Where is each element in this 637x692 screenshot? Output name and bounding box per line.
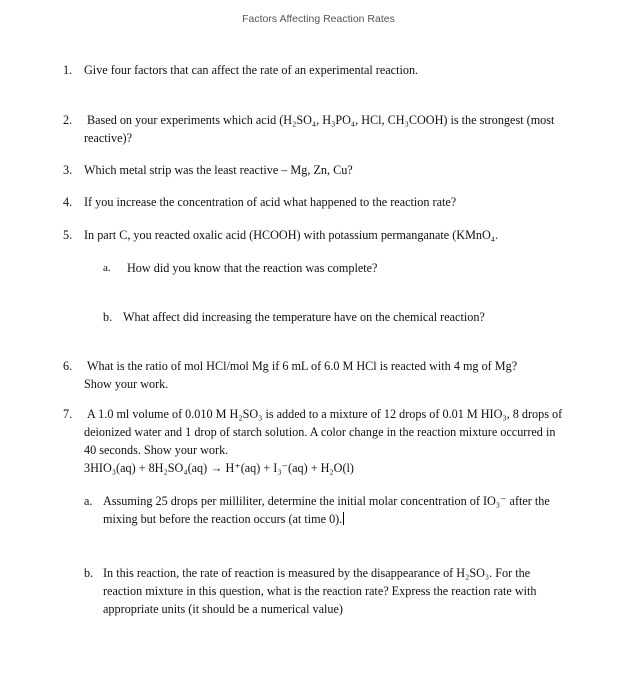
document-header: Factors Affecting Reaction Rates: [242, 13, 395, 25]
question-text: Which metal strip was the least reactive – Mg, Zn, Cu?: [84, 163, 353, 177]
question-text: If you increase the concentration of acid what happened to the reaction rate?: [84, 195, 457, 209]
question-text: Give four factors that can affect the rate of an experimental reaction.: [84, 63, 419, 77]
chemical-equation: 3HIO₃(aq) + 8H₂SO₄(aq) → H⁺(aq) + I₃⁻(aq) + H₂O(l): [84, 461, 354, 475]
subquestion-label: b.: [103, 310, 113, 324]
subquestion-text-line: In this reaction, the rate of reaction is measured by the disappearance of H₂SO₃. For the: [103, 566, 531, 580]
subquestion-text: What affect did increasing the temperature have on the chemical reaction?: [123, 310, 485, 324]
question-number: 3.: [63, 163, 73, 177]
subquestion-label: a.: [103, 262, 111, 274]
question-number: 7.: [63, 407, 73, 421]
question-text: In part C, you reacted oxalic acid (HCOOH) with potassium permanganate (KMnO₄.: [84, 228, 499, 242]
question-number: 4.: [63, 195, 73, 209]
subquestion-label: a.: [84, 494, 93, 508]
question-text-line: Based on your experiments which acid (H₂SO₄, H₃PO₄, HCl, CH₃COOH) is the strongest (most: [87, 113, 555, 127]
subquestion-text-line: Assuming 25 drops per milliliter, determine the initial molar concentration of IO₃⁻ after the: [103, 494, 550, 508]
question-text-line: A 1.0 ml volume of 0.010 M H₂SO₃ is added to a mixture of 12 drops of 0.01 M HIO₃, 8 drops of: [87, 407, 563, 421]
question-number: 6.: [63, 359, 73, 373]
subquestion-text: How did you know that the reaction was complete?: [127, 261, 378, 275]
text-cursor[interactable]: [343, 512, 344, 525]
question-text-line: Show your work.: [84, 377, 169, 391]
subquestion-label: b.: [84, 566, 94, 580]
question-number: 1.: [63, 63, 73, 77]
question-number: 2.: [63, 113, 73, 127]
subquestion-text-line: reaction mixture in this question, what is the reaction rate? Express the reaction rate with: [103, 584, 537, 598]
question-text-line: 40 seconds. Show your work.: [84, 443, 229, 457]
question-text-line: reactive)?: [84, 131, 133, 145]
subquestion-text-line: mixing but before the reaction occurs (at time 0).: [103, 512, 343, 526]
subquestion-text-line: appropriate units (it should be a numerical value): [103, 602, 343, 616]
question-text-line: What is the ratio of mol HCl/mol Mg if 6 mL of 6.0 M HCl is reacted with 4 mg of Mg?: [87, 359, 518, 373]
question-text-line: deionized water and 1 drop of starch solution. A color change in the reaction mixture occurred in: [84, 425, 556, 439]
question-number: 5.: [63, 228, 73, 242]
